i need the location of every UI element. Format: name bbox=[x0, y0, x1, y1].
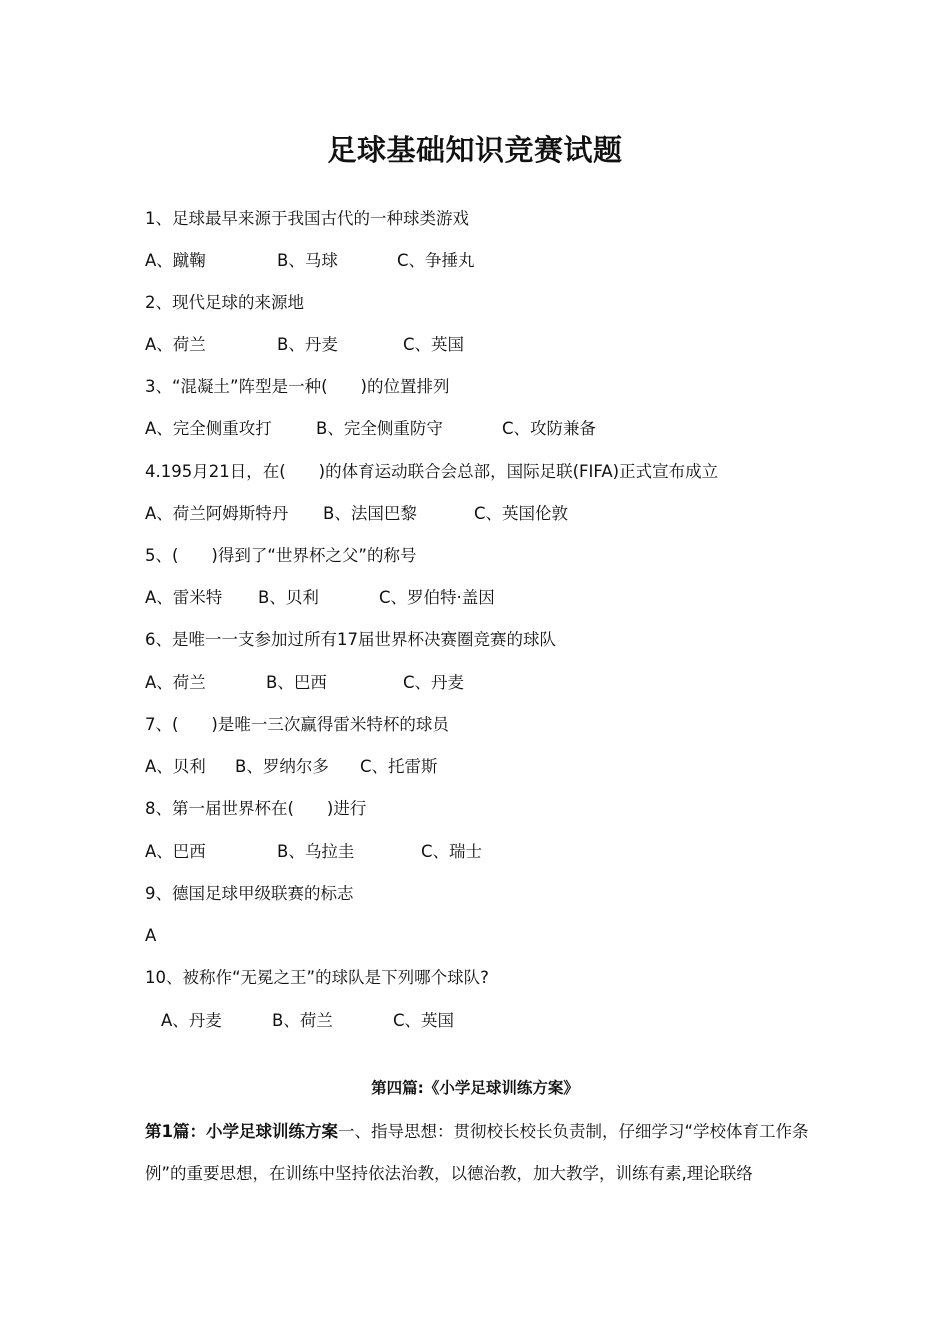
question-9: 9、德国足球甲级联赛的标志 bbox=[145, 884, 354, 903]
question-4: 4.195月21日，在( )的体育运动联合会总部，国际足联(FIFA)正式宣布成立 bbox=[145, 462, 719, 481]
option-a: A、丹麦 bbox=[161, 1011, 222, 1030]
option-a: A bbox=[145, 926, 157, 945]
option-a: A、贝利 bbox=[145, 757, 206, 776]
body-paragraph bbox=[145, 1111, 810, 1195]
option-b: B、马球 bbox=[277, 251, 338, 270]
option-a: A、荷兰 bbox=[145, 673, 206, 692]
option-a: A、雷米特 bbox=[145, 588, 223, 607]
question-1: 1、足球最早来源于我国古代的一种球类游戏 bbox=[145, 209, 469, 228]
question-8: 8、第一届世界杯在( )进行 bbox=[145, 799, 367, 818]
option-c: C、英国 bbox=[403, 335, 465, 354]
question-2: 2、现代足球的来源地 bbox=[145, 293, 304, 312]
option-a: A、完全侧重攻打 bbox=[145, 419, 272, 438]
option-a: A、荷兰阿姆斯特丹 bbox=[145, 504, 289, 523]
option-c: C、争捶丸 bbox=[397, 251, 475, 270]
option-b: B、罗纳尔多 bbox=[235, 757, 329, 776]
option-b: B、丹麦 bbox=[277, 335, 338, 354]
option-b: B、乌拉圭 bbox=[277, 842, 355, 861]
question-10: 10、被称作“无冕之王”的球队是下列哪个球队? bbox=[145, 968, 489, 987]
option-c: C、英国伦敦 bbox=[474, 504, 569, 523]
option-c: C、攻防兼备 bbox=[502, 419, 597, 438]
option-b: B、法国巴黎 bbox=[323, 504, 417, 523]
option-a: A、蹴鞠 bbox=[145, 251, 206, 270]
option-b: B、完全侧重防守 bbox=[316, 419, 443, 438]
question-7: 7、( )是唯一三次赢得雷米特杯的球员 bbox=[145, 715, 449, 734]
option-c: C、罗伯特·盖因 bbox=[379, 588, 495, 607]
option-b: B、荷兰 bbox=[272, 1011, 333, 1030]
option-c: C、英国 bbox=[393, 1011, 455, 1030]
option-c: C、托雷斯 bbox=[360, 757, 438, 776]
option-c: C、瑞士 bbox=[421, 842, 483, 861]
question-6: 6、是唯一一支参加过所有17届世界杯决赛圈竞赛的球队 bbox=[145, 630, 556, 649]
option-b: B、贝利 bbox=[258, 588, 319, 607]
option-c: C、丹麦 bbox=[403, 673, 465, 692]
paragraph-text: 一、指导思想：贯彻校长校长负责制，仔细学习“学校体育工作条例”的重要思想，在训练中坚持依法治教，以德治教，加大教学，训练有素,理论联络 bbox=[145, 1122, 809, 1183]
option-a: A、荷兰 bbox=[145, 335, 206, 354]
question-3: 3、“混凝土”阵型是一种( )的位置排列 bbox=[145, 377, 450, 396]
paragraph-lead: 第1篇：小学足球训练方案 bbox=[145, 1122, 338, 1141]
document-title: 足球基础知识竞赛试题 bbox=[327, 133, 623, 167]
section-title: 第四篇:《小学足球训练方案》 bbox=[371, 1079, 579, 1097]
option-a: A、巴西 bbox=[145, 842, 206, 861]
option-b: B、巴西 bbox=[266, 673, 327, 692]
question-5: 5、( )得到了“世界杯之父”的称号 bbox=[145, 546, 417, 565]
